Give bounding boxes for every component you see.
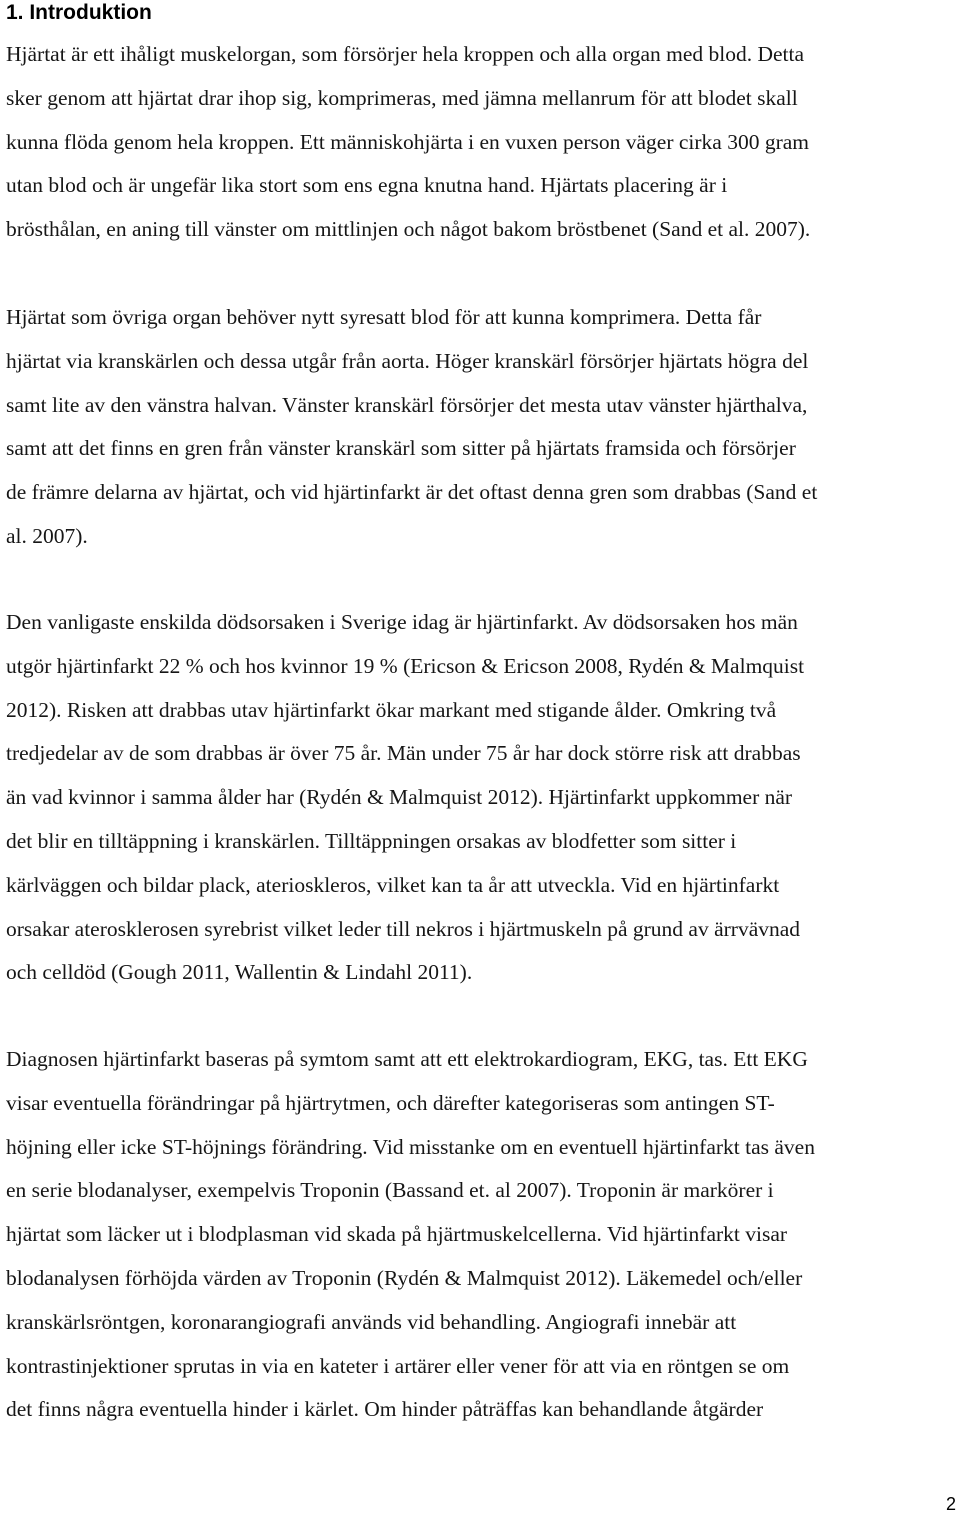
page-number: 2	[945, 1494, 956, 1514]
paragraph-mortality	[6, 601, 960, 995]
text-line: det blir en tilltäppning i kranskärlen. Tilltäppningen orsakas av blodfetter som sitter i	[6, 828, 737, 853]
text-line: kranskärlsröntgen, koronarangiografi används vid behandling. Angiografi innebär att	[6, 1309, 737, 1334]
text-line: de främre delarna av hjärtat, och vid hjärtinfarkt är det oftast denna gren som drabbas (Sand et	[6, 480, 818, 505]
text-line: Diagnosen hjärtinfarkt baseras på symtom samt att ett elektrokardiogram, EKG, tas. Ett EKG	[6, 1047, 808, 1071]
text-line: visar eventuella förändringar på hjärtrytmen, och därefter kategoriseras som antingen ST-	[6, 1090, 775, 1115]
text-line: blodanalysen förhöjda värden av Troponin (Rydén & Malmquist 2012). Läkemedel och/eller	[6, 1265, 803, 1290]
paragraph-diagnosis	[6, 1038, 960, 1432]
text-line: än vad kvinnor i samma ålder har (Rydén & Malmquist 2012). Hjärtinfarkt uppkommer när	[6, 785, 793, 810]
text-line: al. 2007).	[6, 523, 88, 548]
text-line: och celldöd (Gough 2011, Wallentin & Lindahl 2011).	[6, 960, 473, 985]
text-line: tredjedelar av de som drabbas är över 75 år. Män under 75 år har dock större risk att drabbas	[6, 741, 801, 766]
text-line: kunna flöda genom hela kroppen. Ett människohjärta i en vuxen person väger cirka 300 gram	[6, 129, 810, 154]
text-line: utgör hjärtinfarkt 22 % och hos kvinnor 19 % (Ericson & Ericson 2008, Rydén & Malmquist	[6, 653, 805, 678]
text-line: Hjärtat som övriga organ behöver nytt syresatt blod för att kunna komprimera. Detta får	[6, 305, 762, 329]
text-line: en serie blodanalyser, exempelvis Troponin (Bassand et. al 2007). Troponin är markörer i	[6, 1178, 774, 1203]
text-line: hjärtat som läcker ut i blodplasman vid skada på hjärtmuskelcellerna. Vid hjärtinfarkt visar	[6, 1222, 788, 1247]
text-line: brösthålan, en aning till vänster om mittlinjen och något bakom bröstbenet (Sand et al. 2007).	[6, 217, 811, 242]
paragraph-coronary-arteries	[6, 296, 960, 559]
text-line: orsakar aterosklerosen syrebrist vilket leder till nekros i hjärtmuskeln på grund av ärrvävnad	[6, 916, 801, 941]
text-line: det finns några eventuella hinder i kärlet. Om hinder påträffas kan behandlande åtgärder	[6, 1397, 764, 1422]
text-line: kontrastinjektioner sprutas in via en kateter i artärer eller vener för att via en röntgen se om	[6, 1353, 790, 1378]
text-line: samt lite av den vänstra halvan. Vänster kranskärl försörjer det mesta utav vänster hjärthalva,	[6, 392, 808, 417]
text-line: Den vanligaste enskilda dödsorsaken i Sverige idag är hjärtinfarkt. Av dödsorsaken hos män	[6, 610, 798, 634]
text-line: sker genom att hjärtat drar ihop sig, komprimeras, med jämna mellanrum för att blodet skall	[6, 85, 798, 110]
text-line: utan blod och är ungefär lika stort som ens egna knutna hand. Hjärtats placering är i	[6, 173, 728, 198]
text-line: 2012). Risken att drabbas utav hjärtinfarkt ökar markant med stigande ålder. Omkring två	[6, 697, 777, 722]
text-line: samt att det finns en gren från vänster kranskärl som sitter på hjärtats framsida och försörjer	[6, 436, 796, 461]
text-line: kärlväggen och bildar plack, aterioskleros, vilket kan ta år att utveckla. Vid en hjärtinfarkt	[6, 872, 780, 897]
paragraph-heart-anatomy	[6, 33, 960, 252]
section-heading: 1. Introduktion	[6, 1, 152, 24]
text-line: Hjärtat är ett ihåligt muskelorgan, som försörjer hela kroppen och alla organ med blod. Detta	[6, 42, 805, 66]
text-line: hjärtat via kranskärlen och dessa utgår från aorta. Höger kranskärl försörjer hjärtats högra del	[6, 348, 809, 373]
text-line: höjning eller icke ST-höjnings förändring. Vid misstanke om en eventuell hjärtinfarkt tas även	[6, 1134, 815, 1159]
